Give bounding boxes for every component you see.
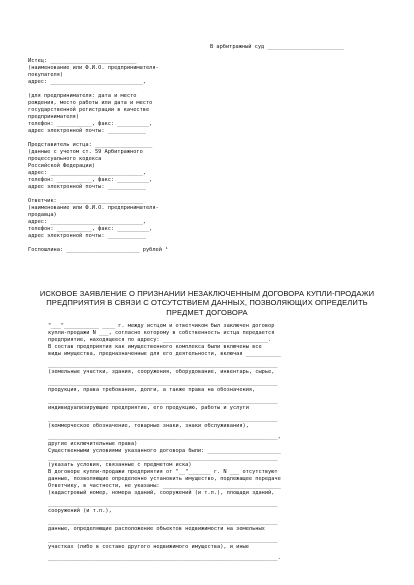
- text-line: телефон: ___________, факс: __________,: [28, 177, 153, 183]
- text-line: адрес: _____________________________,: [28, 79, 146, 85]
- text-line: телефон: ___________, факс: __________,: [28, 226, 153, 232]
- text-line: (наименование или Ф.И.О. предпринимателя-: [28, 65, 159, 71]
- text-line: адрес электронной почты: ____________: [28, 233, 146, 239]
- body-line: сооружений (и т.п.),: [48, 508, 112, 514]
- text-line: адрес электронной почты: ____________: [28, 184, 146, 190]
- body-line: ________________________________________________________________________,: [48, 434, 281, 440]
- text-line: покупателя): [28, 72, 64, 78]
- text-line: Ответчик: __________________________: [28, 198, 143, 204]
- state-fee-block: [28, 247, 248, 254]
- title-line: ПРЕДМЕТ ДОГОВОРА: [166, 307, 248, 317]
- body-line: (земельные участки, здания, сооружения, оборудование, инвентарь, сырье,: [48, 369, 275, 375]
- document-title: [18, 289, 396, 317]
- body-line: ________________________________________________________________________.: [48, 555, 281, 561]
- representative-block: [28, 142, 248, 191]
- body-line: индивидуализирующие предприятие, его продукцию, работы и услуги: [48, 405, 249, 411]
- text-line: (для предпринимателя: дата и место: [28, 93, 137, 99]
- defendant-block: [28, 198, 248, 240]
- text-line: Истец: ___________________________: [28, 58, 137, 64]
- body-line: "___"___________ ____ г. между истцом и ответчиком был заключен договор: [48, 323, 275, 329]
- title-line: ИСКОВОЕ ЗАЯВЛЕНИЕ О ПРИЗНАНИИ НЕЗАКЛЮЧЕННЫМ ДОГОВОРА КУПЛИ-ПРОДАЖИ: [39, 289, 375, 298]
- body-line: данные, позволяющие определенно установить имущество, подлежащее передаче: [48, 476, 281, 482]
- body-line: ________________________________________________________________________: [48, 380, 278, 386]
- text-line: Госпошлина: _______________________ рублей ¹: [28, 247, 169, 253]
- title-line: ПРЕДПРИЯТИЯ В СВЯЗИ С ОТСУТСТВИЕМ ДАННЫХ, ПОЗВОЛЯЮЩИХ ОПРЕДЕЛИТЬ: [46, 298, 368, 308]
- body-line: купли-продажи N ___, согласно которому в собственность истца передается: [48, 330, 275, 336]
- text-line: рождения, место работы или дата и место: [28, 100, 153, 106]
- body-line: Ответчику, в частности, не указаны: _____________________________________: [48, 483, 281, 489]
- body-line: ________________________________________________________________________: [48, 362, 278, 368]
- text-line: телефон: ___________, факс: __________,: [28, 121, 153, 127]
- body-line: данные, определяющие расположение объектов недвижимости на земельных: [48, 526, 265, 532]
- plaintiff-block: [28, 58, 248, 86]
- body-line: ________________________________________________________________________: [48, 537, 278, 543]
- body-line: Существенными условиями указанного договора были: _______________________: [48, 448, 281, 454]
- text-line: (данные с учетом ст. 59 Арбитражного: [28, 149, 143, 155]
- text-line: продавца): [28, 212, 57, 218]
- text-line: Представитель истца: __________________: [28, 142, 153, 148]
- body-line: продукция, права требования, долги, а также права на обозначения,: [48, 387, 256, 393]
- text-line: адрес электронной почты: ____________: [28, 128, 146, 134]
- text-line: Российской Федерации): [28, 163, 95, 169]
- text-line: адрес: _____________________________,: [28, 170, 146, 176]
- body-line: виды имущества, предназначенные для его деятельности, включая ___________: [48, 351, 281, 357]
- body-line: ________________________________________________________________________: [48, 501, 278, 507]
- court-addressee: В арбитражный суд ________________________: [210, 44, 344, 50]
- body-line: (кадастровый номер, номера зданий, сооружений (и т.п.), площади зданий,: [48, 490, 275, 496]
- body-line: (коммерческое обозначение, товарные знаки, знаки обслуживания),: [48, 423, 249, 429]
- body-line: (указать условия, связанные с предметом иска): [48, 462, 192, 468]
- text-line: предпринимателя): [28, 114, 80, 120]
- text-line: процессуального кодекса: [28, 156, 102, 162]
- text-line: государственной регистрации в качестве: [28, 107, 150, 113]
- document-body: [48, 323, 368, 562]
- body-line: В состав предприятия как имущественного комплекса были включены все: [48, 344, 262, 350]
- body-line: ________________________________________________________________________: [48, 416, 278, 422]
- plaintiff-details-block: [28, 93, 248, 135]
- text-line: (наименование или Ф.И.О. предпринимателя-: [28, 205, 159, 211]
- body-line: ________________________________________________________________________: [48, 455, 278, 461]
- text-line: адрес: _____________________________,: [28, 219, 146, 225]
- body-line: ________________________________________________________________________: [48, 519, 278, 525]
- body-line: В договоре купли-продажи предприятия от "__"_______ г. N ___ отсутствуют: [48, 469, 278, 475]
- body-line: предприятие, находящееся по адресу: _________________________________.: [48, 337, 272, 343]
- parties-block: [28, 58, 248, 261]
- body-line: участках (либо в составе другого недвижимого имущества), и иные: [48, 544, 249, 550]
- body-line: ________________________________________________________________________: [48, 398, 278, 404]
- body-line: другие исключительные права): [48, 441, 138, 447]
